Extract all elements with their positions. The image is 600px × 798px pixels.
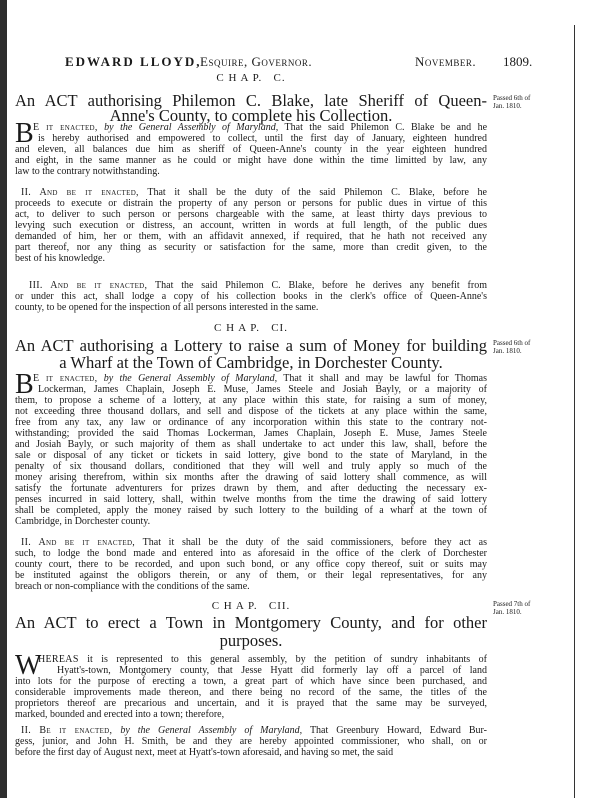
- text-line: proceeds to execute or distrain the property of any person or persons for public dues in virtue of this: [15, 198, 487, 209]
- text-line: penalty of six thousand dollars, conditioned that they will well and truly apply so much of the: [15, 461, 487, 472]
- text-line: sale or disposal of any ticket or tickets in said lottery, give bond to the state of Maryland, in the: [15, 450, 487, 461]
- paragraph-first-line: [38, 654, 487, 665]
- enacting-clause: II. And be it enacted,: [21, 537, 136, 548]
- paragraph-first-line: [21, 725, 487, 736]
- text-line: them, to propose a scheme of a lottery, at any place within this state, for raising a sum of money,: [15, 395, 487, 406]
- text-line: county, to be opened for the inspection of all persons interested in the same.: [15, 302, 319, 313]
- line-text: That it shall be the duty of the said Philemon C. Blake, before he: [147, 187, 487, 198]
- text-line: proprietors thereof are precarious and uncertain, and it is prayed that the same may be surveyed,: [15, 698, 487, 709]
- text-line: and Josiah Bayly, or such majority of them as shall undertake to act under this law, shall, before the: [15, 439, 487, 450]
- text-line: best of his knowledge.: [15, 253, 105, 264]
- enacting-authority: by the General Assembly of Maryland,: [103, 373, 278, 384]
- running-head-governor-title: Esquire, Governor.: [200, 54, 313, 69]
- enacting-clause: E it enacted,: [33, 373, 98, 384]
- text-line: withstanding; provided the said Thomas Lockerman, James Chaplain, Joseph E. Muse, James Steele: [15, 428, 487, 439]
- margin-note-passed-date: Jan. 1810.: [493, 608, 522, 616]
- text-line: be instituted against the obligors therein, or any of them, or their legal representatives, for any: [15, 570, 487, 581]
- text-line: Cambridge, in Dorchester county.: [15, 516, 151, 527]
- paragraph-first-line: [21, 537, 487, 548]
- text-line: into lots for the purpose of erecting a town, a great part of which have since been purchased, and: [15, 676, 487, 687]
- text-line: such, to lodge the bond made and entered into as aforesaid in the office of the clerk of Dorchester: [15, 548, 487, 559]
- page-right-rule: [574, 25, 575, 798]
- paragraph-first-line: [33, 122, 487, 133]
- text-line: and eight, in the same manner as he could or might have done within the time limitted by law, any: [15, 155, 487, 166]
- text-line: shall be completed, apply the money raised by such lottery to the building of a wharf at the town of: [15, 505, 487, 516]
- enacting-clause: II. Be it enacted,: [21, 725, 113, 736]
- drop-cap: B: [15, 118, 34, 149]
- text-line: gess, junior, and John H. Smith, be and they are hereby appointed commissioner, who shall, on or: [15, 736, 487, 747]
- line-text: it is represented to this general assembly, by the petition of sundry inhabitants of: [87, 654, 487, 665]
- act-title-line: a Wharf at the Town of Cambridge, in Dorchester County.: [59, 353, 443, 372]
- margin-note-passed-date: Passed 6th of: [493, 94, 531, 102]
- text-line: county court, there to be recorded, and upon such bond, or any office copy thereof, suit or suits may: [15, 559, 487, 570]
- act-title-line: purposes.: [219, 631, 283, 650]
- text-line: breach or non-compliance with the conditions of the same.: [15, 581, 250, 592]
- enacting-authority: by the General Assembly of Maryland,: [120, 725, 303, 736]
- text-line: not exceeding three thousand dollars, and sell and dispose of the tickets at any place within the same,: [15, 406, 487, 417]
- drop-cap: B: [15, 369, 34, 400]
- text-line: money arising therefrom, within six months after the drawing of said lottery shall commence, as will: [15, 472, 487, 483]
- text-line: satisfy the fortunate adventurers for prizes drawn by them, and after deducting the necessary ex-: [15, 483, 487, 494]
- text-line: demanded of him, her or them, with an affidavit annexed, if required, that he hath not received any: [15, 231, 487, 242]
- text-line: act, to deliver to such person or persons chargeable with the same, at least thirty days previous to: [15, 209, 487, 220]
- running-head-month: November.: [415, 54, 477, 69]
- running-head-year: 1809.: [503, 54, 533, 69]
- line-text: That the said Philemon C. Blake be and he: [284, 122, 487, 133]
- enacting-clause: HEREAS: [38, 654, 79, 665]
- paragraph-first-line: [29, 280, 487, 291]
- margin-note-passed-date: Passed 7th of: [493, 600, 531, 608]
- enacting-clause: II. And be it enacted,: [21, 187, 139, 198]
- act-title-line: An ACT authorising a Lottery to raise a sum of Money for building: [15, 336, 487, 355]
- text-line: part thereof, nor any thing as security or satisfaction for the same, more than credit given, to the: [15, 242, 487, 253]
- act-title-line: An ACT to erect a Town in Montgomery County, and for other: [15, 613, 487, 632]
- enacting-clause: III. And be it enacted,: [29, 280, 148, 291]
- act-title-line: An ACT authorising Philemon C. Blake, late Sheriff of Queen-: [15, 91, 487, 110]
- paragraph-first-line: [33, 373, 487, 384]
- line-text: That Greenbury Howard, Edward Bur-: [309, 725, 487, 736]
- text-line: levying such execution or distress, an account, written in words at full length, of the public dues: [15, 220, 487, 231]
- line-text: That it shall be the duty of the said commissioners, before they act as: [142, 537, 487, 548]
- text-line: Hyatt's-town, Montgomery county, that Jesse Hyatt did formerly lay off a parcel of land: [57, 665, 487, 676]
- text-line: free from any tax, any law or ordinance of any incorporation within this state to the contrary not-: [15, 417, 487, 428]
- text-line: law to the contrary notwithstanding.: [15, 166, 160, 177]
- text-line: and eleven, all balances due him as sheriff of Queen-Anne's county in the year eighteen hundred: [15, 144, 487, 155]
- text-line: Lockerman, James Chaplain, Joseph E. Muse, James Steele and Josiah Bayly, or a majority of: [38, 384, 487, 395]
- text-line: or under this act, shall lodge a copy of his collection books in the clerk's office of Queen-Anne's: [15, 291, 487, 302]
- act-title-line: Anne's County, to complete his Collection.: [109, 106, 393, 125]
- text-line: before the first day of August next, meet at Hyatt's-town aforesaid, and having so met, the said: [15, 747, 394, 758]
- margin-note-passed-date: Jan. 1810.: [493, 347, 522, 355]
- line-text: That the said Philemon C. Blake, before he derives any benefit from: [155, 280, 487, 291]
- text-line: considerable improvements made thereon, and there being no record of the same, the titles of the: [15, 687, 487, 698]
- paragraph-first-line: [21, 187, 487, 198]
- text-line: is hereby authorised and empowered to collect, until the first day of January, eighteen hundred: [38, 133, 487, 144]
- text-line: marked, bounded and erected into a town; therefore,: [15, 709, 225, 720]
- scan-left-edge: [0, 0, 7, 798]
- drop-cap: W: [15, 650, 42, 681]
- chapter-heading: C H A P. CI.: [214, 322, 288, 334]
- enacting-authority: by the General Assembly of Maryland,: [104, 122, 279, 133]
- enacting-clause: E it enacted,: [33, 122, 98, 133]
- margin-note-passed-date: Jan. 1810.: [493, 102, 522, 110]
- chapter-heading: C H A P. CII.: [211, 600, 291, 612]
- margin-note-passed-date: Passed 6th of: [493, 339, 531, 347]
- text-line: penses incurred in said lottery, shall, within twelve months from the time the drawing of said lottery: [15, 494, 487, 505]
- running-head-governor-name: EDWARD LLOYD,: [65, 54, 202, 69]
- line-text: That it shall and may be lawful for Thomas: [283, 373, 487, 384]
- chapter-heading: C H A P. C.: [216, 72, 286, 84]
